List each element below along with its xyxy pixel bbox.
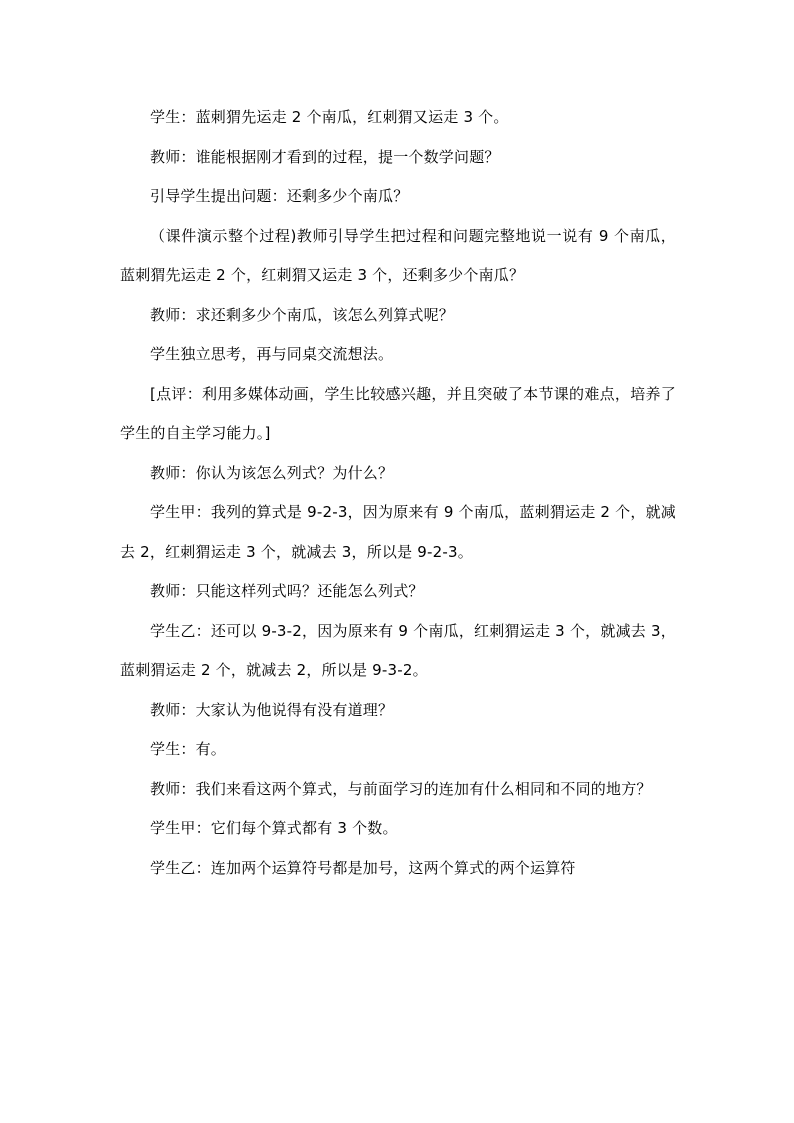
paragraph: 教师：我们来看这两个算式，与前面学习的连加有什么相同和不同的地方？ — [150, 779, 652, 798]
paragraph: 学生：蓝刺猬先运走 2 个南瓜，红刺猬又运走 3 个。 — [150, 108, 509, 126]
paragraph: （课件演示整个过程)教师引导学生把过程和问题完整地说一说有 9 个南瓜，蓝刺猬先运走 2 个，红刺猬又运走 3 个，还剩多少个南瓜？ — [120, 226, 676, 284]
paragraph: 学生乙：连加两个运算符号都是加号，这两个算式的两个运算符 — [150, 858, 576, 877]
paragraph: 教师：你认为该怎么列式？为什么？ — [150, 463, 394, 482]
paragraph: 学生独立思考，再与同桌交流想法。 — [150, 345, 394, 363]
paragraph: 教师：大家认为他说得有没有道理？ — [150, 700, 394, 719]
paragraph: 学生甲：它们每个算式都有 3 个数。 — [150, 819, 398, 837]
document-body — [120, 98, 676, 888]
paragraph: 学生甲：我列的算式是 9-2-3，因为原来有 9 个南瓜，蓝刺猬运走 2 个，就减去 2，红刺猬运走 3 个，就减去 3，所以是 9-2-3。 — [120, 503, 676, 561]
paragraph: 学生：有。 — [150, 740, 227, 758]
paragraph: 学生乙：还可以 9-3-2，因为原来有 9 个南瓜，红刺猬运走 3 个，就减去 3，蓝刺猬运走 2 个，就减去 2，所以是 9-3-2。 — [120, 621, 676, 679]
paragraph: 教师：求还剩多少个南瓜，该怎么列算式呢？ — [150, 305, 455, 324]
paragraph: 引导学生提出问题：还剩多少个南瓜？ — [150, 187, 409, 205]
paragraph: 教师：只能这样列式吗？还能怎么列式？ — [150, 582, 424, 600]
paragraph: 教师：谁能根据刚才看到的过程，提一个数学问题？ — [150, 147, 500, 166]
comment-paragraph: [点评：利用多媒体动画，学生比较感兴趣，并且突破了本节课的难点，培养了学生的自主学习能力。] — [120, 384, 676, 442]
